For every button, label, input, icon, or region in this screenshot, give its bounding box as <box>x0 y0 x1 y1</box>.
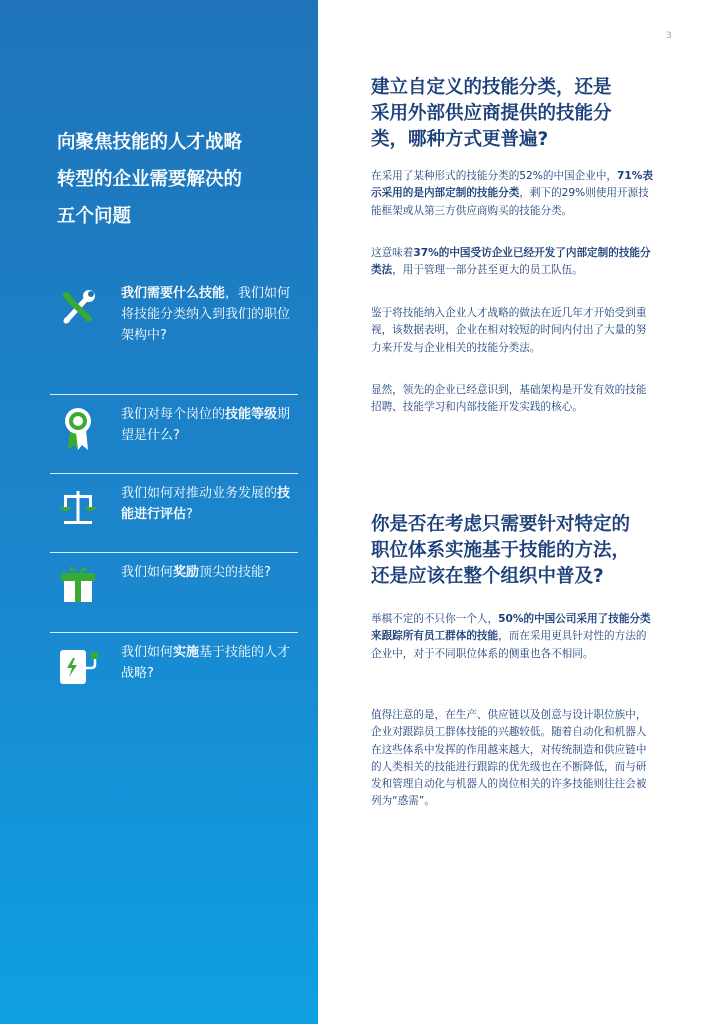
heading-line: 建立自定义的技能分类，还是 <box>371 77 612 98</box>
divider <box>50 632 298 633</box>
balance-scale-icon <box>58 487 98 527</box>
question-bold: 技能等级 <box>225 407 278 422</box>
text-run: ，用于管理一部分甚至更大的员工队伍。 <box>392 264 583 277</box>
question-normal: 我们如何对推动业务发展的 <box>121 486 278 501</box>
heading-line: 还是应该在整个组织中普及? <box>371 566 604 587</box>
title-line: 五个问题 <box>57 206 132 227</box>
body-paragraph <box>371 245 653 280</box>
left-panel <box>0 0 318 1024</box>
heading-line: 你是否在考虑只需要针对特定的 <box>371 514 631 535</box>
divider <box>50 552 298 553</box>
question-text <box>121 283 293 346</box>
text-run-bold: 71%表示采用的是内部定制的技能分类 <box>371 170 653 200</box>
body-paragraph <box>371 382 653 417</box>
question-bold: 奖励 <box>173 565 200 580</box>
question-normal: ，我们如何将技能分类纳入到我们的职位架构中? <box>121 286 291 343</box>
question-normal: 基于技能的人才战略? <box>121 645 291 681</box>
question-normal: 我们如何 <box>121 565 174 580</box>
text-run: 值得注意的是，在生产、供应链以及创意与设计职位族中，企业对跟踪员工群体技能的兴趣较低。随着自动化和机器人在这些体系中发挥的作用越来越大，对传统制造和供应链中的人类相关的技能进行跟踪的优先级也在不断降低，而与研发和管理自动化与机器人的岗位相关的许多技能则往往会被列为“惑需”。 <box>371 709 647 808</box>
text-run-bold: 50%的中国公司采用了技能分类来跟踪所有员工群体的技能 <box>371 613 651 643</box>
page-number: 3 <box>666 31 672 41</box>
text-run: ，剩下的29%则使用开源技能框架或从第三方供应商购买的技能分类。 <box>371 187 649 217</box>
text-run: 举棋不定的不只你一个人， <box>371 613 499 625</box>
left-panel-title <box>57 124 297 235</box>
question-bold: 技能进行评估 <box>121 486 291 522</box>
heading-line: 职位体系实施基于技能的方法， <box>371 540 631 561</box>
question-text <box>121 404 293 446</box>
question-text <box>121 483 293 525</box>
divider <box>50 394 298 395</box>
text-run: 显然，领先的企业已经意识到，基础架构是开发有效的技能招聘、技能学习和内部技能开发实践的核心。 <box>371 384 647 414</box>
heading-line: 类，哪种方式更普遍? <box>371 129 549 150</box>
body-paragraph <box>371 707 653 811</box>
question-normal: 顶尖的技能? <box>199 565 271 580</box>
divider <box>50 473 298 474</box>
question-text <box>121 562 293 583</box>
section-heading <box>371 75 661 153</box>
body-paragraph <box>371 168 653 220</box>
text-run: 鉴于将技能纳入企业人才战略的做法在近几年才开始受到重视，该数据表明，企业在相对较短的时间内付出了大量的努力来开发与企业相关的技能分类法。 <box>371 307 647 354</box>
text-run: 这意味着 <box>371 247 414 259</box>
question-normal: 我们如何 <box>121 645 174 660</box>
question-normal: 我们对每个岗位的 <box>121 407 226 422</box>
text-run: 在采用了某种形式的技能分类的52%的中国企业中， <box>371 170 618 182</box>
gift-icon <box>58 564 98 604</box>
question-bold: 实施 <box>173 645 200 660</box>
device-plug-icon <box>58 646 98 686</box>
section-heading <box>371 512 661 590</box>
body-paragraph <box>371 611 653 663</box>
title-line: 向聚焦技能的人才战略 <box>57 132 243 153</box>
text-run-bold: 37%的中国受访企业已经开发了内部定制的技能分类法 <box>371 247 651 277</box>
question-normal: ? <box>186 507 193 522</box>
body-paragraph <box>371 305 653 357</box>
text-run: ，而在采用更具针对性的方法的企业中，对于不同职位体系的侧重也各不相同。 <box>371 630 647 660</box>
heading-line: 采用外部供应商提供的技能分 <box>371 103 612 124</box>
question-bold: 我们需要什么技能 <box>121 286 226 301</box>
question-normal: 期望是什么? <box>121 407 291 443</box>
question-text <box>121 642 293 684</box>
tools-icon <box>58 288 98 328</box>
award-ribbon-icon <box>58 406 98 446</box>
title-line: 转型的企业需要解决的 <box>57 169 243 190</box>
